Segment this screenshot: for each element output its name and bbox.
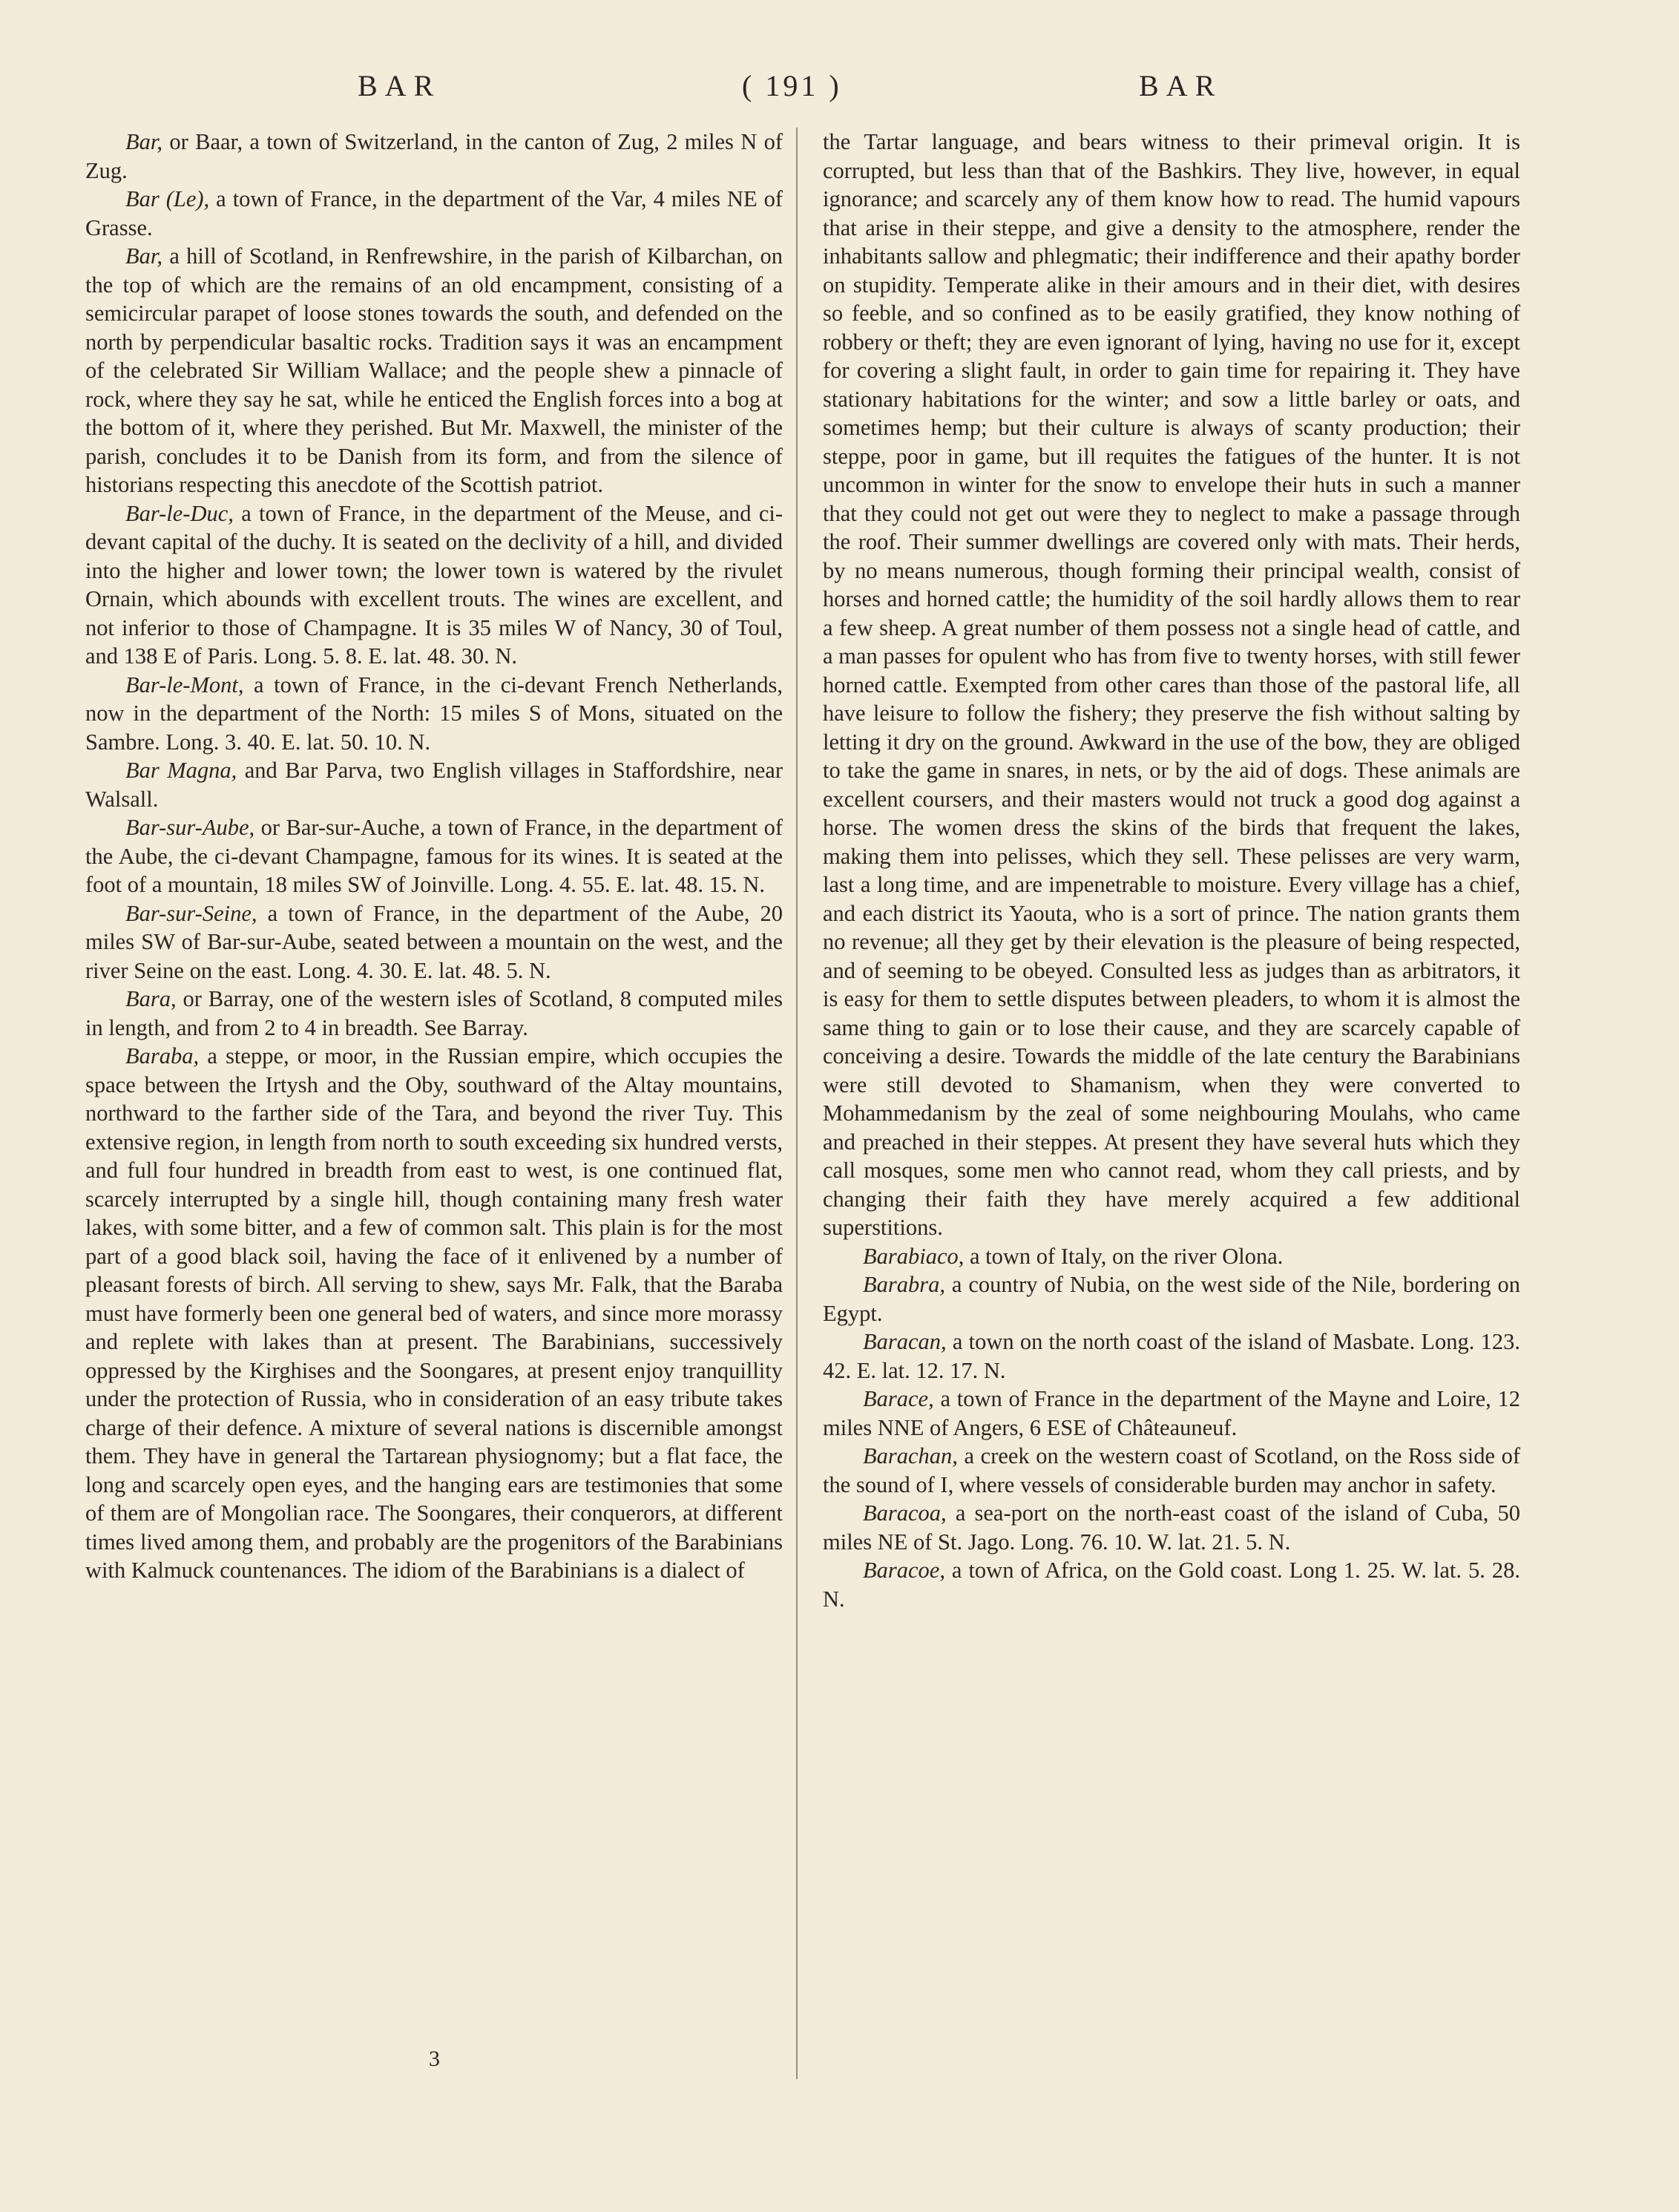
gazetteer-entry [823,1270,1520,1327]
entry-text: a creek on the western coast of Scotland, on the Ross side of the sound of I, where vessels of considerable burden may anchor in safety. [823,1443,1520,1497]
gazetteer-entry [85,242,783,499]
entry-headword: Bar-le-Mont, [125,672,244,698]
entry-text: or Bar-sur-Auche, a town of France, in the department of the Aube, the ci-devant Champagne, famous for its wines. It is seated at the foot of a mountain, 18 miles SW of Joinville. Long. 4. 55. E. lat. 48. 15. N. [85,815,783,897]
entry-headword: Bar-le-Duc, [125,500,234,526]
column-rule [796,128,798,2079]
entry-text: a town of France, in the ci-devant French Netherlands, now in the department of the North: 15 miles S of Mons, situated on the Sambre. Long. 3. 40. E. lat. 50. 10. N. [85,672,783,755]
entry-text: a town of France, in the department of the Meuse, and ci-devant capital of the duchy. It is seated on the declivity of a hill, and divided into the higher and lower town; the lower town is watered by the rivulet Ornain, which abounds with excellent trouts. The wines are excellent, and not inferior to those of Champagne. It is 35 miles W of Nancy, 30 of Toul, and 138 E of Paris. Long. 5. 8. E. lat. 48. 30. N. [85,500,783,669]
gazetteer-entry [85,128,783,185]
entry-headword: Baraba, [125,1043,200,1069]
entry-text: a country of Nubia, on the west side of the Nile, bordering on Egypt. [823,1272,1520,1326]
entry-text: a town of France, in the department of the Var, 4 miles NE of Grasse. [85,186,783,240]
entry-text: a town of France in the department of the Mayne and Loire, 12 miles NNE of Angers, 6 ESE of Châteauneuf. [823,1386,1520,1440]
entry-text: a town on the north coast of the island of Masbate. Long. 123. 42. E. lat. 12. 17. N. [823,1329,1520,1383]
header-right-word: BAR [1139,69,1223,102]
gazetteer-entry [823,1442,1520,1499]
entry-headword: Bar-sur-Seine, [125,900,257,926]
entry-text: and Bar Parva, two English villages in Staffordshire, near Walsall. [85,758,783,812]
gazetteer-entry [85,899,783,985]
entry-headword: Bar, [125,129,162,154]
entry-headword: Bara, [125,986,177,1011]
entry-text: a town of Africa, on the Gold coast. Long 1. 25. W. lat. 5. 28. N. [823,1558,1520,1612]
gazetteer-entry [85,185,783,242]
gazetteer-entry [85,756,783,813]
entry-headword: Baracan, [863,1329,947,1354]
gazetteer-entry [823,128,1520,1242]
gazetteer-entry [823,1499,1520,1556]
entry-headword: Bar, [125,243,162,269]
entry-text: a town of Italy, on the river Olona. [964,1243,1284,1269]
gazetteer-entry [823,1385,1520,1442]
gazetteer-entry [85,985,783,1042]
gazetteer-entry [85,671,783,757]
entry-headword: Bar Magna, [125,758,237,783]
right-column [823,128,1520,1613]
entry-headword: Bar (Le), [125,186,210,211]
left-column [85,128,783,1585]
gazetteer-entry [823,1242,1520,1271]
entry-text: a hill of Scotland, in Renfrewshire, in the parish of Kilbarchan, on the top of which are the remains of an old encampment, consisting of a semicircular parapet of loose stones towards the south, and defended on the north by perpendicular basaltic rocks. Tradition says it was an encampment of the celebrated Sir William Wallace; and the people shew a pinnacle of rock, where they say he sat, while he enticed the English forces into a bog at the bottom of it, where they perished. But Mr. Maxwell, the minister of the parish, concludes it to be Danish from its form, and from the silence of historians respecting this anecdote of the Scottish patriot. [85,243,783,497]
entry-headword: Barachan, [863,1443,958,1468]
entry-text: or Baar, a town of Switzerland, in the canton of Zug, 2 miles N of Zug. [85,129,783,183]
entry-text: a town of France, in the department of the Aube, 20 miles SW of Bar-sur-Aube, seated between a mountain on the west, and the river Seine on the east. Long. 4. 30. E. lat. 48. 5. N. [85,900,783,983]
entry-headword: Barabiaco, [863,1243,965,1269]
entry-text: a sea-port on the north-east coast of the island of Cuba, 50 miles NE of St. Jago. Long. 76. 10. W. lat. 21. 5. N. [823,1500,1520,1555]
entry-text: a steppe, or moor, in the Russian empire, which occupies the space between the Irtysh and the Oby, southward of the Altay mountains, northward to the farther side of the Tara, and beyond the river Tuy. This extensive region, in length from north to south exceeding six hundred versts, and full four hundred in breadth from east to west, is one continued flat, scarcely interrupted by a single hill, though containing many fresh water lakes, with some bitter, and a few of common salt. This plain is for the most part of a good black soil, having the face of it enlivened by a number of pleasant forests of birch. All serving to shew, says Mr. Falk, that the Baraba must have formerly been one general bed of waters, and since more morassy and replete with lakes than at present. The Barabinians, successively oppressed by the Kirghises and the Soongares, at present enjoy tranquillity under the protection of Russia, who in consideration of an easy tribute takes charge of their defence. A mixture of several nations is discernible amongst them. They have in general the Tartarean physiognomy; but a flat face, the long and scarcely open eyes, and the hanging ears are testimonies that some of them are of Mongolian race. The Soongares, their conquerors, at different times lived among them, and probably are the progenitors of the Barabinians with Kalmuck countenances. The idiom of the Barabinians is a dialect of [85,1043,783,1583]
entry-headword: Barace, [863,1386,934,1411]
gazetteer-entry [85,813,783,899]
signature-mark: 3 [429,2047,440,2071]
entry-headword: Baracoa, [863,1500,947,1526]
gazetteer-entry [85,499,783,671]
header-left-word: BAR [358,69,441,102]
entry-text: or Barray, one of the western isles of Scotland, 8 computed miles in length, and from 2 to 4 in breadth. See Barray. [85,986,783,1040]
gazetteer-entry [823,1556,1520,1613]
gazetteer-entry [823,1327,1520,1385]
gazetteer-entry [85,1042,783,1585]
entry-headword: Baracoe, [863,1558,945,1583]
entry-headword: Barabra, [863,1272,945,1297]
running-head [0,68,1679,113]
entry-headword: Bar-sur-Aube, [125,815,255,840]
page-number: ( 191 ) [742,69,842,102]
entry-text: the Tartar language, and bears witness to their primeval origin. It is corrupted, but less than that of the Bashkirs. They live, however, in equal ignorance; and scarcely any of them know how to read. The humid vapours that arise in their steppe, and give a density to the atmosphere, render the inhabitants sallow and phlegmatic; their indifference and their apathy border on stupidity. Temperate alike in their amours and in their diet, with desires so feeble, and so confined as to be easily gratified, they know nothing of robbery or theft; they are even ignorant of lying, having no use for it, except for covering a slight fault, in order to gain time for repairing it. They have stationary habitations for the winter; and sow a little barley or oats, and sometimes hemp; but their culture is always of scanty production; their steppe, poor in game, but ill requites the fatigues of the hunter. It is not uncommon in winter for the snow to envelope their huts in such a manner that they could not get out were they to neglect to make a passage through the roof. Their summer dwellings are covered only with mats. Their herds, by no means numerous, though forming their principal wealth, consist of horses and horned cattle; the humidity of the soil hardly allows them to rear a few sheep. A great number of them possess not a single head of cattle, and a man passes for opulent who has from five to twenty horses, with still fewer horned cattle. Exempted from other cares than those of the pastoral life, all have leisure to follow the fishery; they preserve the fish without salting by letting it dry on the ground. Awkward in the use of the bow, they are obliged to take the game in snares, in nets, or by the aid of dogs. These animals are excellent coursers, and their masters would not truck a good dog against a horse. The women dress the skins of the birds that frequent the lakes, making them into pelisses, which they sell. These pelisses are very warm, last a long time, and are impenetrable to moisture. Every village has a chief, and each district its Yaouta, who is a sort of prince. The nation grants them no revenue; all they get by their elevation is the pleasure of being respected, and of seeming to be obeyed. Consulted less as judges than as arbitrators, it is easy for them to settle disputes between pleaders, to whom it is almost the same thing to gain or to lose their cause, and they are scarcely capable of conceiving a desire. Towards the middle of the late century the Barabinians were still devoted to Shamanism, when they were converted to Mohammedanism by the zeal of some neighbouring Moulahs, who came and preached in their steppes. At present they have several huts which they call mosques, some men who cannot read, whom they call priests, and by changing their faith they have merely acquired a few additional superstitions. [823,129,1520,1240]
